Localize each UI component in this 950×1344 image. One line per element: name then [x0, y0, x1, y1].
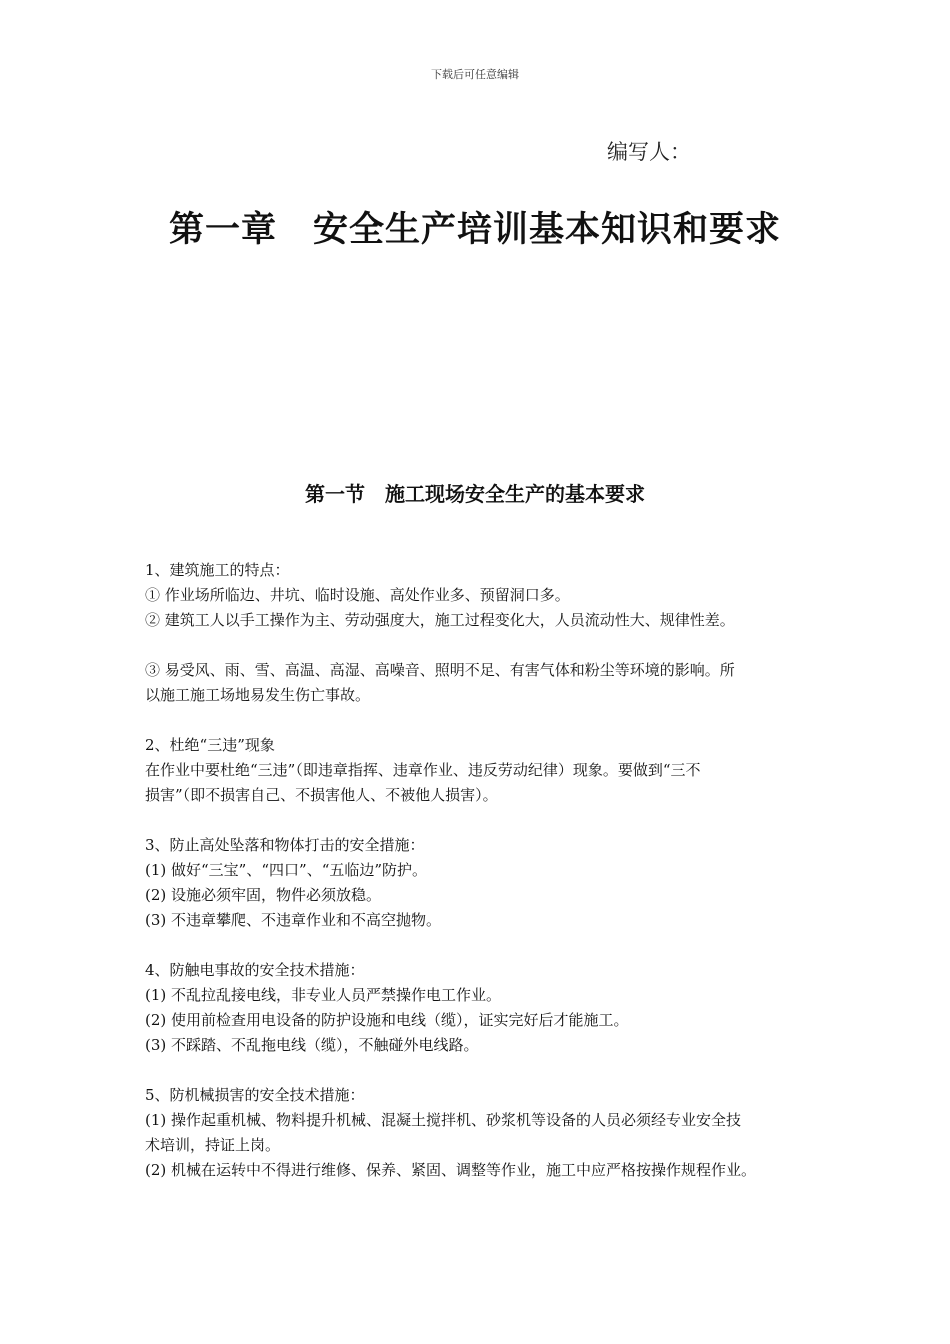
body-line: (2) 机械在运转中不得进行维修、保养、紧固、调整等作业，施工中应严格按操作规程作业。 [145, 1161, 757, 1179]
body-line: 2、杜绝“三违”现象 [145, 736, 275, 754]
body-line: (3) 不踩踏、不乱拖电线（缆），不触碰外电线路。 [145, 1036, 479, 1054]
body-line: 1、建筑施工的特点： [145, 561, 290, 579]
body-line: 5、防机械损害的安全技术措施： [145, 1086, 365, 1104]
blank-line [145, 708, 810, 733]
body-line: (2) 设施必须牢固，物件必须放稳。 [145, 886, 382, 904]
page-header-note: 下载后可任意编辑 [431, 68, 519, 81]
body-line: 以施工施工场地易发生伤亡事故。 [145, 686, 371, 704]
body-text [145, 558, 810, 1183]
body-line: (1) 操作起重机械、物料提升机械、混凝土搅拌机、砂浆机等设备的人员必须经专业安全技 [145, 1111, 742, 1129]
section-title: 第一节 施工现场安全生产的基本要求 [305, 482, 645, 506]
body-line: (1) 做好“三宝”、“四口”、“五临边”防护。 [145, 861, 428, 879]
body-line: 术培训，持证上岗。 [145, 1136, 281, 1154]
body-line: 3、防止高处坠落和物体打击的安全措施： [145, 836, 425, 854]
blank-line [145, 933, 810, 958]
body-line: ② 建筑工人以手工操作为主、劳动强度大，施工过程变化大，人员流动性大、规律性差。 [145, 611, 735, 629]
body-line: (2) 使用前检查用电设备的防护设施和电线（缆），证实完好后才能施工。 [145, 1011, 629, 1029]
body-line: ① 作业场所临边、井坑、临时设施、高处作业多、预留洞口多。 [145, 586, 570, 604]
blank-line [145, 633, 810, 658]
body-line: ③ 易受风、雨、雪、高温、高湿、高噪音、照明不足、有害气体和粉尘等环境的影响。所 [145, 661, 735, 679]
body-line: 损害”（即不损害自己、不损害他人、不被他人损害）。 [145, 786, 498, 804]
blank-line [145, 808, 810, 833]
chapter-title: 第一章 安全生产培训基本知识和要求 [168, 210, 781, 250]
body-line: 在作业中要杜绝“三违”（即违章指挥、违章作业、违反劳动纪律）现象。要做到“三不 [145, 761, 701, 779]
body-line: (3) 不违章攀爬、不违章作业和不高空抛物。 [145, 911, 442, 929]
body-line: (1) 不乱拉乱接电线，非专业人员严禁操作电工作业。 [145, 986, 502, 1004]
body-line: 4、防触电事故的安全技术措施： [145, 961, 365, 979]
blank-line [145, 1058, 810, 1083]
author-label: 编写人： [607, 140, 691, 164]
